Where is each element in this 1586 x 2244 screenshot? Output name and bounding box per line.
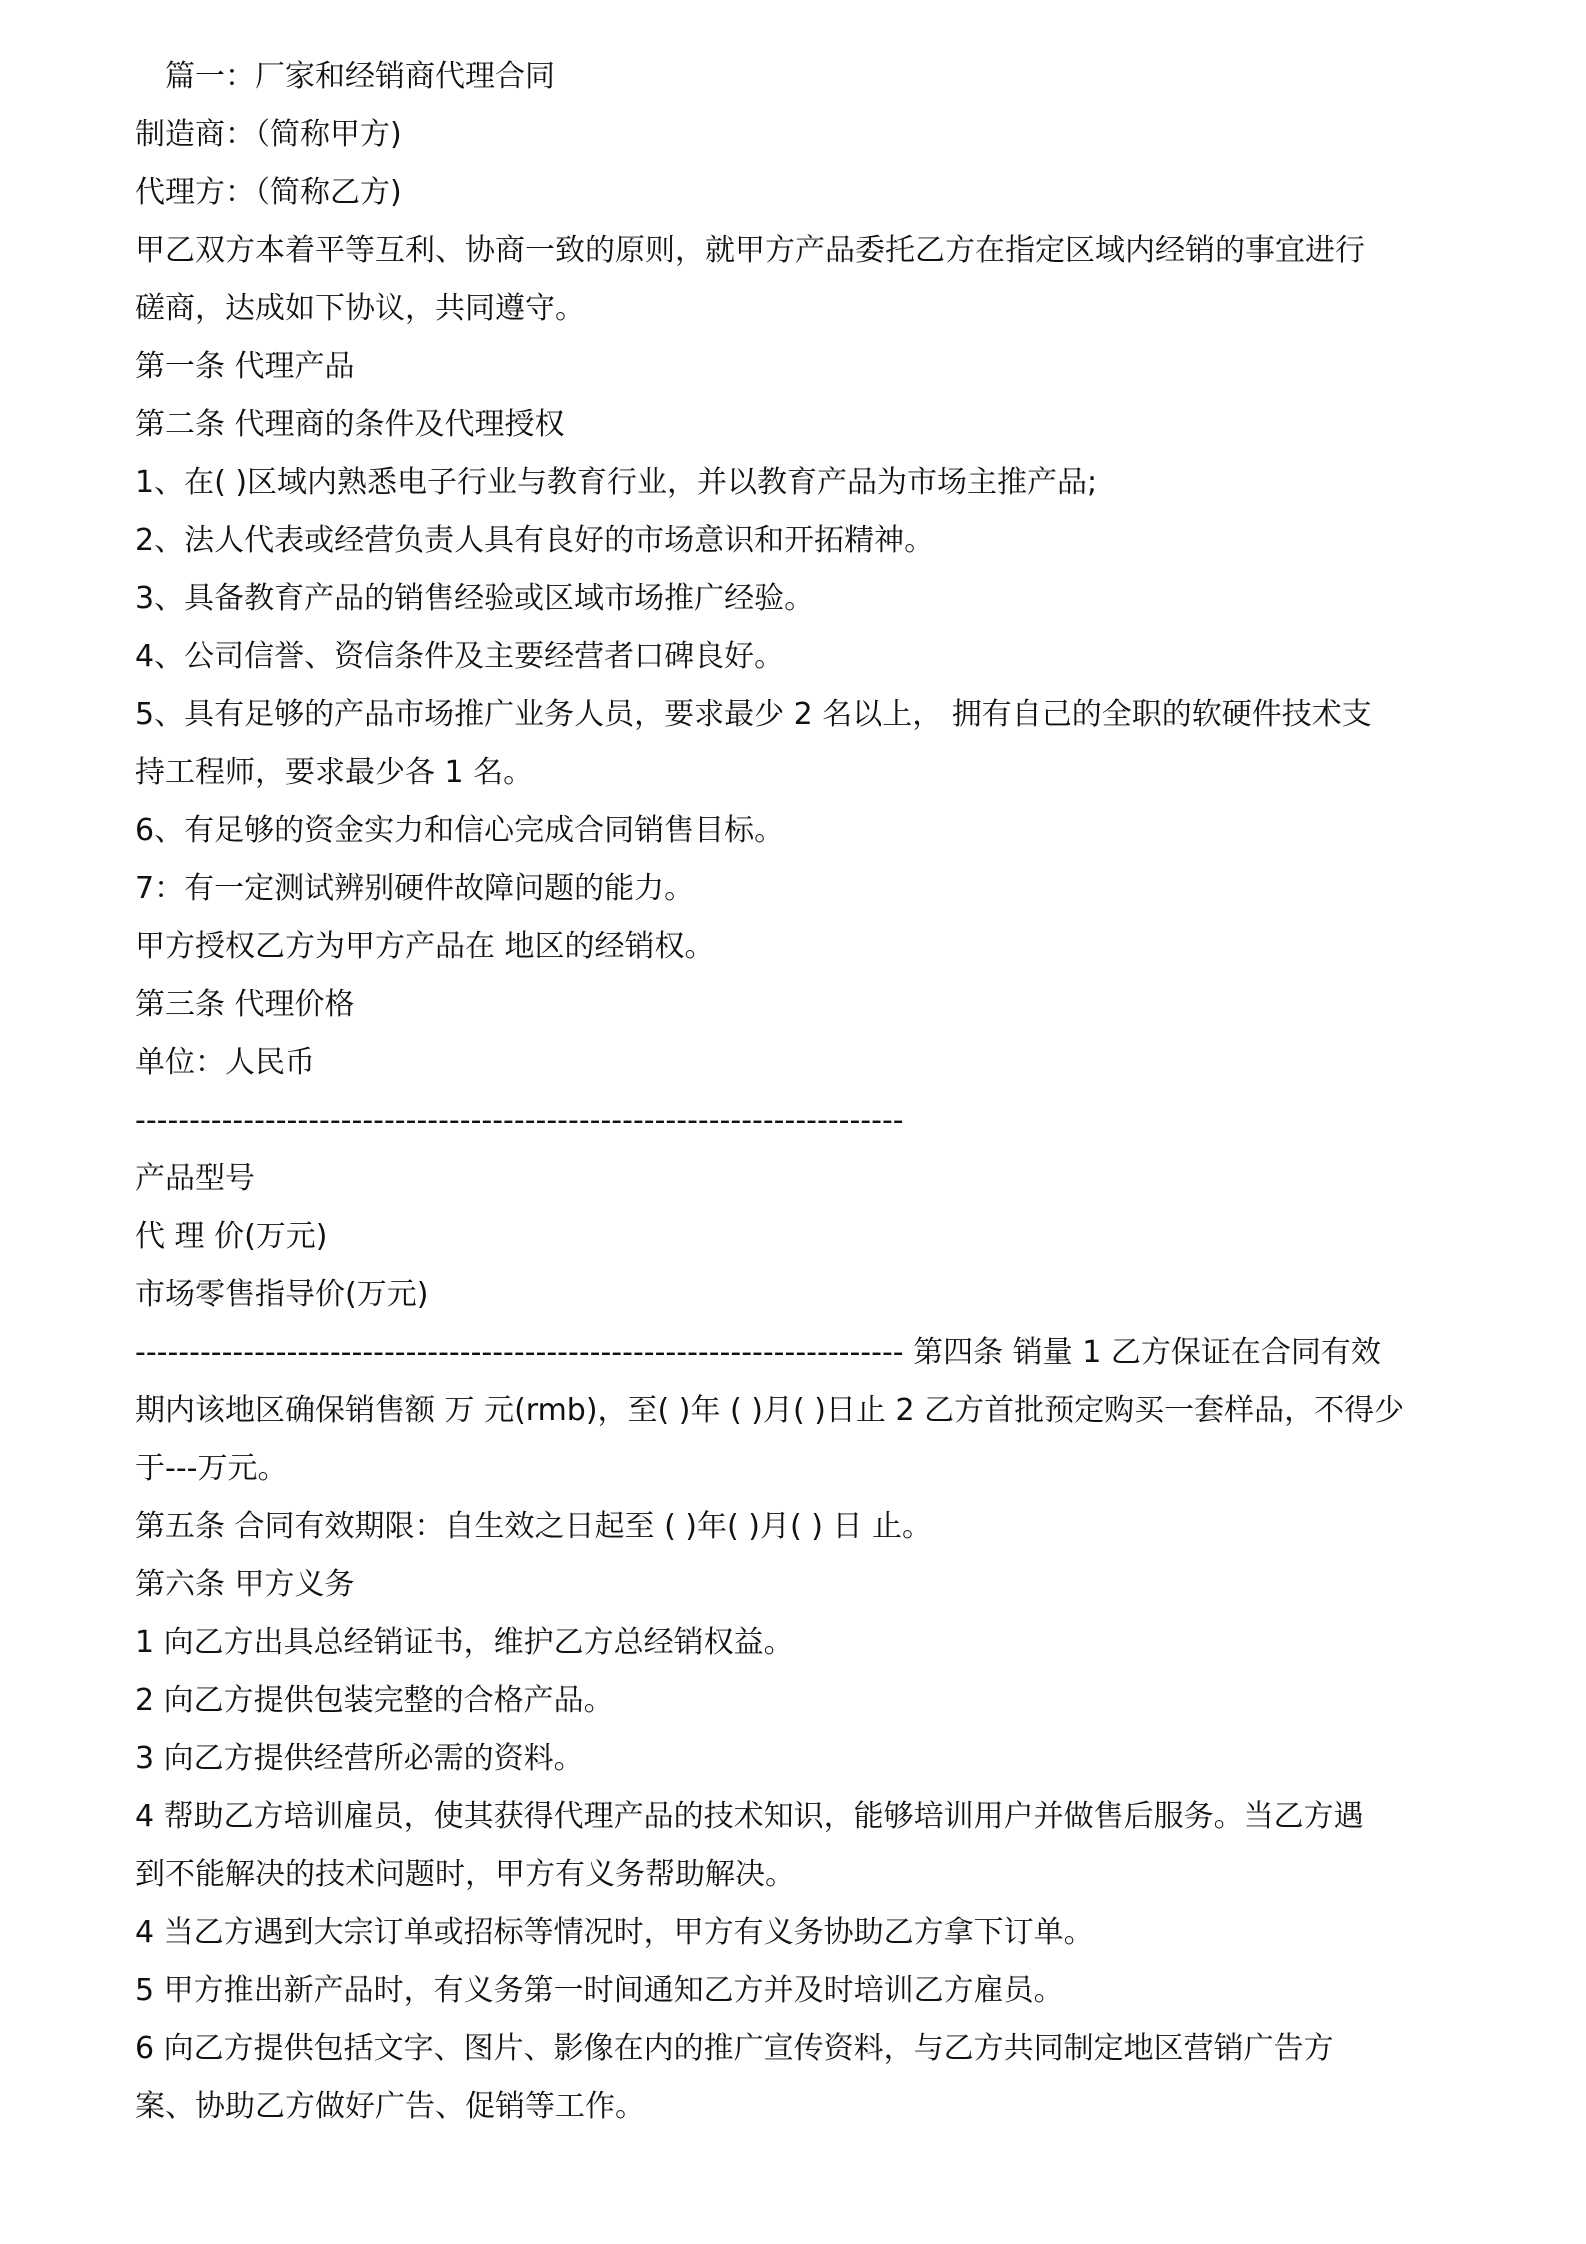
agent-price-label: 代 理 价(万元) bbox=[135, 1219, 328, 1254]
condition-4: 4、公司信誉、资信条件及主要经营者口碑良好。 bbox=[135, 639, 785, 674]
duty-6-line-1: 6 向乙方提供包括文字、图片、影像在内的推广宣传资料，与乙方共同制定地区营销广告方 bbox=[135, 2031, 1334, 2066]
article-5-line: 第五条 合同有效期限：自生效之日起至 ( )年( )月( ) 日 止。 bbox=[135, 1509, 932, 1544]
condition-5-line-2: 持工程师，要求最少各 1 名。 bbox=[135, 755, 534, 790]
authorization-line: 甲方授权乙方为甲方产品在 地区的经销权。 bbox=[135, 929, 715, 964]
retail-price-label: 市场零售指导价(万元) bbox=[135, 1277, 429, 1312]
article-4-line-2: 期内该地区确保销售额 万 元(rmb)，至( )年 ( )月( )日止 2 乙方首批预定购买一套样品，不得少 bbox=[135, 1393, 1405, 1428]
article-3-heading: 第三条 代理价格 bbox=[135, 987, 355, 1022]
currency-unit-line: 单位：人民币 bbox=[135, 1045, 315, 1080]
article-2-heading: 第二条 代理商的条件及代理授权 bbox=[135, 407, 565, 442]
duty-4-line-2: 到不能解决的技术问题时，甲方有义务帮助解决。 bbox=[135, 1857, 795, 1892]
duty-3: 3 向乙方提供经营所必需的资料。 bbox=[135, 1741, 584, 1776]
article-4-line-3: 于---万元。 bbox=[135, 1451, 288, 1486]
duty-2: 2 向乙方提供包装完整的合格产品。 bbox=[135, 1683, 614, 1718]
article-6-heading: 第六条 甲方义务 bbox=[135, 1567, 355, 1602]
duty-4b: 4 当乙方遇到大宗订单或招标等情况时，甲方有义务协助乙方拿下订单。 bbox=[135, 1915, 1094, 1950]
document-title: 篇一：厂家和经销商代理合同 bbox=[165, 59, 555, 94]
duty-1: 1 向乙方出具总经销证书，维护乙方总经销权益。 bbox=[135, 1625, 794, 1660]
condition-5-line-1: 5、具有足够的产品市场推广业务人员，要求最少 2 名以上， 拥有自己的全职的软硬件技术支 bbox=[135, 697, 1372, 732]
article-4-line-1: ----------------------------------------------------------------------- 第四条 销量 1 乙方保证在合同有效 bbox=[135, 1335, 1381, 1370]
product-model-label: 产品型号 bbox=[135, 1161, 255, 1196]
separator-line: ----------------------------------------------------------------------- bbox=[135, 1103, 904, 1138]
document-body bbox=[135, 48, 1465, 2136]
condition-7: 7：有一定测试辨别硬件故障问题的能力。 bbox=[135, 871, 695, 906]
duty-5: 5 甲方推出新产品时，有义务第一时间通知乙方并及时培训乙方雇员。 bbox=[135, 1973, 1064, 2008]
condition-1: 1、在( )区域内熟悉电子行业与教育行业，并以教育产品为市场主推产品; bbox=[135, 465, 1098, 500]
preamble-line-2: 磋商，达成如下协议，共同遵守。 bbox=[135, 291, 585, 326]
agent-line: 代理方：（简称乙方) bbox=[135, 175, 402, 210]
manufacturer-line: 制造商：（简称甲方) bbox=[135, 117, 402, 152]
preamble-line-1: 甲乙双方本着平等互利、协商一致的原则，就甲方产品委托乙方在指定区域内经销的事宜进行 bbox=[135, 233, 1365, 268]
duty-6-line-2: 案、协助乙方做好广告、促销等工作。 bbox=[135, 2089, 645, 2124]
condition-2: 2、法人代表或经营负责人具有良好的市场意识和开拓精神。 bbox=[135, 523, 935, 558]
duty-4-line-1: 4 帮助乙方培训雇员，使其获得代理产品的技术知识，能够培训用户并做售后服务。当乙方遇 bbox=[135, 1799, 1364, 1834]
article-1-heading: 第一条 代理产品 bbox=[135, 349, 355, 384]
condition-6: 6、有足够的资金实力和信心完成合同销售目标。 bbox=[135, 813, 785, 848]
condition-3: 3、具备教育产品的销售经验或区域市场推广经验。 bbox=[135, 581, 815, 616]
